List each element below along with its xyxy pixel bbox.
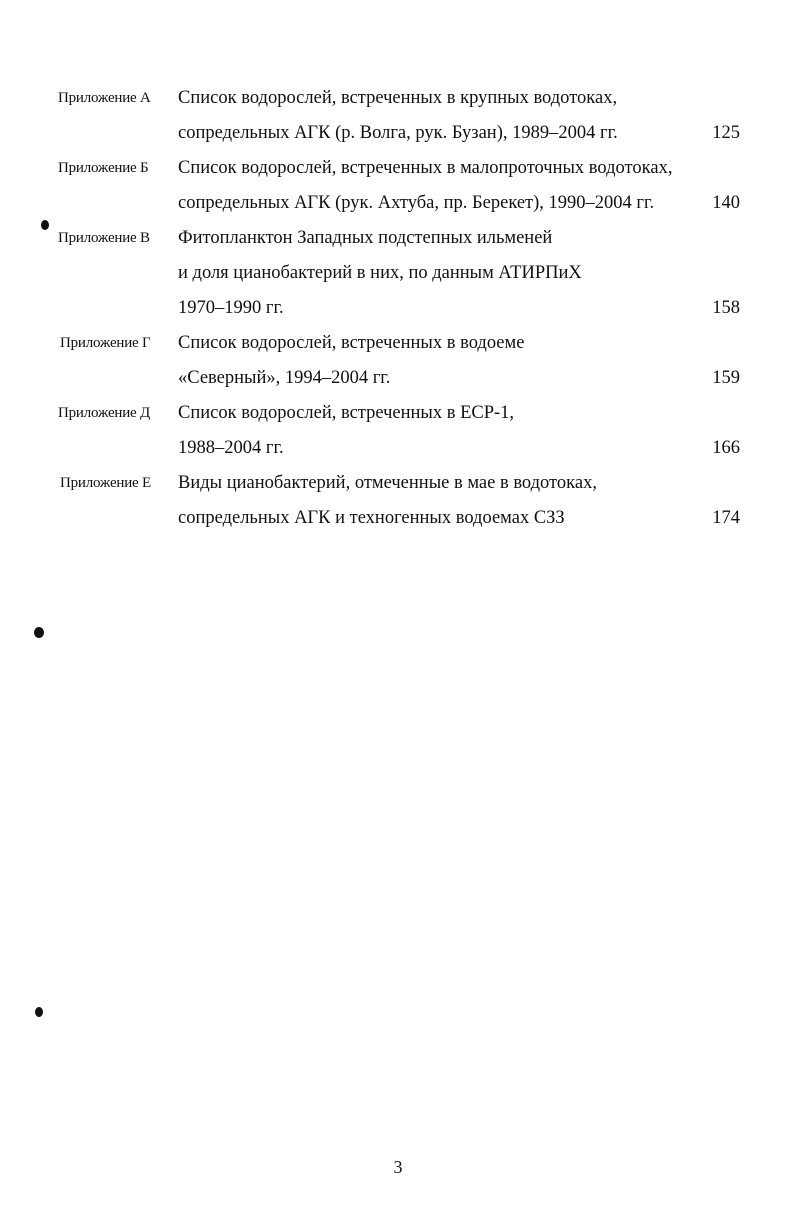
appendix-title-line: Фитопланктон Западных подстепных ильменей <box>178 228 553 248</box>
appendix-label: Приложение Д <box>58 405 151 421</box>
appendix-page-number: 140 <box>712 193 740 213</box>
appendix-label: Приложение В <box>58 230 150 246</box>
appendix-page-number: 159 <box>712 368 740 388</box>
appendix-page-number: 125 <box>712 123 740 143</box>
appendix-page-number: 166 <box>712 438 740 458</box>
appendix-title-line: сопредельных АГК (р. Волга, рук. Бузан), 1989–2004 гг. <box>178 123 618 143</box>
appendix-page-number: 174 <box>712 508 740 528</box>
appendix-title-line: «Северный», 1994–2004 гг. <box>178 368 391 388</box>
punch-hole-mark <box>41 220 49 230</box>
appendix-title-line: Список водорослей, встреченных в малопроточных водотоках, <box>178 158 673 178</box>
appendix-label: Приложение Г <box>60 335 151 351</box>
appendix-title-line: сопредельных АГК и техногенных водоемах СЗЗ <box>178 508 565 528</box>
appendix-label: Приложение Б <box>58 160 149 176</box>
appendix-title-line: 1970–1990 гг. <box>178 298 284 318</box>
appendix-page-number: 158 <box>712 298 740 318</box>
punch-hole-mark <box>35 1007 43 1017</box>
appendix-title-line: Список водорослей, встреченных в крупных водотоках, <box>178 88 618 108</box>
appendix-label: Приложение А <box>58 90 151 106</box>
appendix-title-line: Виды цианобактерий, отмеченные в мае в водотоках, <box>178 473 597 493</box>
punch-hole-mark <box>34 627 44 638</box>
appendix-title-line: сопредельных АГК (рук. Ахтуба, пр. Берекет), 1990–2004 гг. <box>178 193 655 213</box>
appendix-title-line: 1988–2004 гг. <box>178 438 284 458</box>
appendix-title-line: Список водорослей, встреченных в ЕСР-1, <box>178 403 515 423</box>
appendix-title-line: Список водорослей, встреченных в водоеме <box>178 333 525 353</box>
appendix-title-line: и доля цианобактерий в них, по данным АТИРПиХ <box>178 263 582 283</box>
page-number: 3 <box>393 1157 403 1177</box>
appendix-label: Приложение Е <box>60 475 152 491</box>
